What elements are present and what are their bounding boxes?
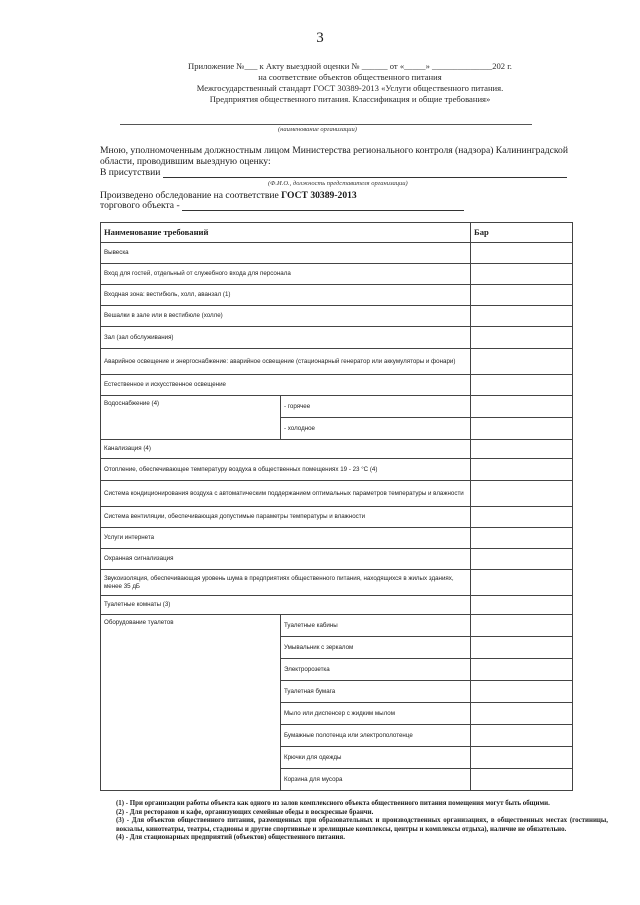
bar-cell[interactable] xyxy=(471,747,573,769)
table-row xyxy=(101,375,573,396)
requirement-sublabel: Корзина для мусора xyxy=(281,769,471,791)
object-label: торгового объекта - xyxy=(100,200,180,211)
footnote-3: (3) - Для объектов общественного питания, размещенных при образовательных и производственных организациях, в общественных местах (гостиницы, вокзалы, кинотеатры, театры, стадионы и другие спортивные и зрелищные комплексы, центры и комплексы отдыха), наличие не обязательно. xyxy=(116,817,608,833)
requirement-label: Звукоизоляция, обеспечивающая уровень шума в предприятиях общественного питания, находящихся в жилых зданиях, менее 35 дБ xyxy=(101,570,471,596)
bar-cell[interactable] xyxy=(471,418,573,440)
requirement-label: Водоснабжение (4) xyxy=(101,396,281,440)
footnote-4: (4) - Для стационарных предприятий (объектов) общественного питания. xyxy=(116,834,345,842)
footnote-2: (2) - Для ресторанов и кафе, организующих семейные обеды в воскресные бранчи. xyxy=(116,808,374,816)
table-row xyxy=(101,349,573,375)
bar-cell[interactable] xyxy=(471,459,573,481)
bar-cell[interactable] xyxy=(471,681,573,703)
table-row xyxy=(101,327,573,349)
header-line-1: Приложение №___ к Акту выездной оценки № ______ от «_____» ______________202 г. xyxy=(188,61,512,71)
requirement-label: Вывеска xyxy=(101,243,471,264)
table-row xyxy=(101,264,573,285)
requirement-sublabel: Умывальник с зеркалом xyxy=(281,637,471,659)
inspection-label: Произведено обследование на соответствие xyxy=(100,190,282,201)
table-row xyxy=(101,396,573,418)
footnotes xyxy=(116,800,608,843)
bar-cell[interactable] xyxy=(471,396,573,418)
requirements-table xyxy=(100,222,573,791)
organization-line xyxy=(120,124,532,125)
table-row xyxy=(101,306,573,327)
bar-cell[interactable] xyxy=(471,481,573,507)
requirement-label: Услуги интернета xyxy=(101,528,471,549)
bar-cell[interactable] xyxy=(471,243,573,264)
presence-caption: (Ф.И.О., должность представителя организации) xyxy=(268,180,408,187)
column-header-requirements: Наименование требований xyxy=(101,223,471,243)
organization-caption: (наименование организации) xyxy=(278,126,357,133)
page-number: 3 xyxy=(316,30,324,46)
table-row xyxy=(101,459,573,481)
bar-cell[interactable] xyxy=(471,596,573,615)
table-row xyxy=(101,507,573,528)
bar-cell[interactable] xyxy=(471,528,573,549)
requirement-label: Входная зона: вестибюль, холл, аванзал (1) xyxy=(101,285,471,306)
requirement-sublabel: Электророзетка xyxy=(281,659,471,681)
bar-cell[interactable] xyxy=(471,306,573,327)
requirement-label: Вход для гостей, отдельный от служебного входа для персонала xyxy=(101,264,471,285)
table-row xyxy=(101,440,573,459)
bar-cell[interactable] xyxy=(471,440,573,459)
table-row xyxy=(101,549,573,570)
presence-field[interactable] xyxy=(163,168,567,178)
requirement-label: Туалетные комнаты (3) xyxy=(101,596,471,615)
bar-cell[interactable] xyxy=(471,637,573,659)
bar-cell[interactable] xyxy=(471,615,573,637)
object-row xyxy=(100,200,580,211)
bar-cell[interactable] xyxy=(471,549,573,570)
bar-cell[interactable] xyxy=(471,375,573,396)
bar-cell[interactable] xyxy=(471,659,573,681)
requirement-label: Канализация (4) xyxy=(101,440,471,459)
requirement-label: Оборудование туалетов xyxy=(101,615,281,791)
bar-cell[interactable] xyxy=(471,507,573,528)
requirement-sublabel: Мыло или диспенсер с жидким мылом xyxy=(281,703,471,725)
table-row xyxy=(101,243,573,264)
table-row xyxy=(101,285,573,306)
bar-cell[interactable] xyxy=(471,327,573,349)
requirement-sublabel: - горячее xyxy=(281,396,471,418)
requirement-label: Отопление, обеспечивающее температуру воздуха в общественных помещениях 19 - 23 °С (4) xyxy=(101,459,471,481)
column-header-bar: Бар xyxy=(471,223,573,243)
requirement-sublabel: - холодное xyxy=(281,418,471,440)
header-line-3: Межгосударственный стандарт ГОСТ 30389-2013 «Услуги общественного питания. xyxy=(196,83,504,93)
inspector-statement: Мною, уполномоченным должностным лицом Министерства регионального контроля (надзора) Калининградской области, проводившим выездную оценку: xyxy=(100,145,568,168)
bar-cell[interactable] xyxy=(471,769,573,791)
inspection-standard: ГОСТ 30389-2013 xyxy=(281,190,357,201)
requirement-label: Зал (зал обслуживания) xyxy=(101,327,471,349)
requirement-label: Система вентиляции, обеспечивающая допустимые параметры температуры и влажности xyxy=(101,507,471,528)
requirement-label: Естественное и искусственное освещение xyxy=(101,375,471,396)
requirement-label: Система кондиционирования воздуха с автоматическим поддержанием оптимальных параметров температуры и влажности xyxy=(101,481,471,507)
requirement-label: Охранная сигнализация xyxy=(101,549,471,570)
presence-row xyxy=(100,167,580,178)
footnote-1: (1) - При организации работы объекта как одного из залов комплексного объекта общественного питания помещения могут быть общими. xyxy=(116,800,550,807)
bar-cell[interactable] xyxy=(471,285,573,306)
header-line-4: Предприятия общественного питания. Классификация и общие требования» xyxy=(209,94,491,104)
requirement-sublabel: Бумажные полотенца или электрополотенце xyxy=(281,725,471,747)
bar-cell[interactable] xyxy=(471,349,573,375)
table-row xyxy=(101,615,573,637)
requirement-label: Аварийное освещение и энергоснабжение: аварийное освещение (стационарный генератор или аккумуляторы и фонари) xyxy=(101,349,471,375)
bar-cell[interactable] xyxy=(471,570,573,596)
requirement-sublabel: Туалетная бумага xyxy=(281,681,471,703)
table-row xyxy=(101,528,573,549)
table-row xyxy=(101,596,573,615)
header-line-2: на соответствие объектов общественного питания xyxy=(258,72,442,82)
requirement-sublabel: Туалетные кабины xyxy=(281,615,471,637)
requirement-sublabel: Крючки для одежды xyxy=(281,747,471,769)
requirement-label: Вешалки в зале или в вестибюле (холле) xyxy=(101,306,471,327)
table-row xyxy=(101,570,573,596)
table-row xyxy=(101,481,573,507)
object-field[interactable] xyxy=(182,201,464,211)
bar-cell[interactable] xyxy=(471,264,573,285)
bar-cell[interactable] xyxy=(471,725,573,747)
table-header-row xyxy=(101,223,573,243)
presence-label: В присутствии xyxy=(100,167,161,178)
bar-cell[interactable] xyxy=(471,703,573,725)
